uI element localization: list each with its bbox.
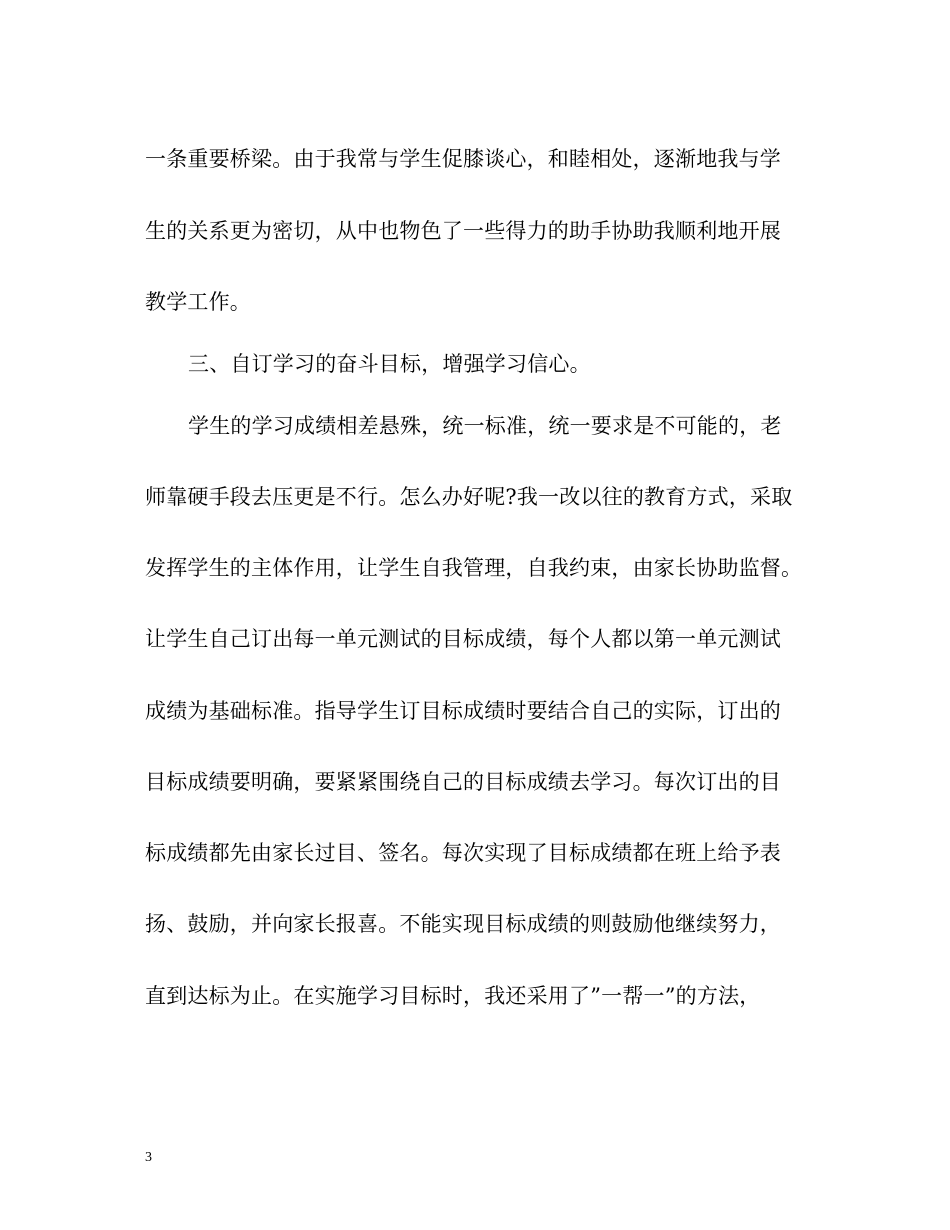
text-line: 直到达标为止。在实施学习目标时，我还采用了”一帮一”的方法，: [145, 984, 761, 1008]
text-line: 成绩为基础标准。指导学生订目标成绩时要结合自己的实际，订出的: [145, 699, 781, 723]
page-number: 3: [145, 1150, 152, 1165]
text-line: 让学生自己订出每一单元测试的目标成绩，每个人都以第一单元测试: [145, 627, 781, 651]
text-line: 标成绩都先由家长过目、签名。每次实现了目标成绩都在班上给予表: [145, 841, 781, 865]
text-line: 一条重要桥梁。由于我常与学生促膝谈心，和睦相处，逐渐地我与学: [145, 147, 781, 171]
paragraph-first-line: 学生的学习成绩相差悬殊，统一标准，统一要求是不可能的，老: [188, 414, 782, 438]
text-line: 发挥学生的主体作用，让学生自我管理，自我约束，由家长协助监督。: [145, 556, 803, 580]
text-line: 生的关系更为密切，从中也物色了一些得力的助手协助我顺利地开展: [145, 219, 781, 243]
text-line: 目标成绩要明确，要紧紧围绕自己的目标成绩去学习。每次订出的目: [145, 770, 781, 794]
text-line: 师靠硬手段去压更是不行。怎么办好呢?我一改以往的教育方式，采取: [145, 485, 793, 509]
text-line: 教学工作。: [145, 290, 251, 314]
text-line: 扬、鼓励，并向家长报喜。不能实现目标成绩的则鼓励他继续努力，: [145, 912, 781, 936]
section-heading: 三、自订学习的奋斗目标，增强学习信心。: [188, 352, 591, 376]
